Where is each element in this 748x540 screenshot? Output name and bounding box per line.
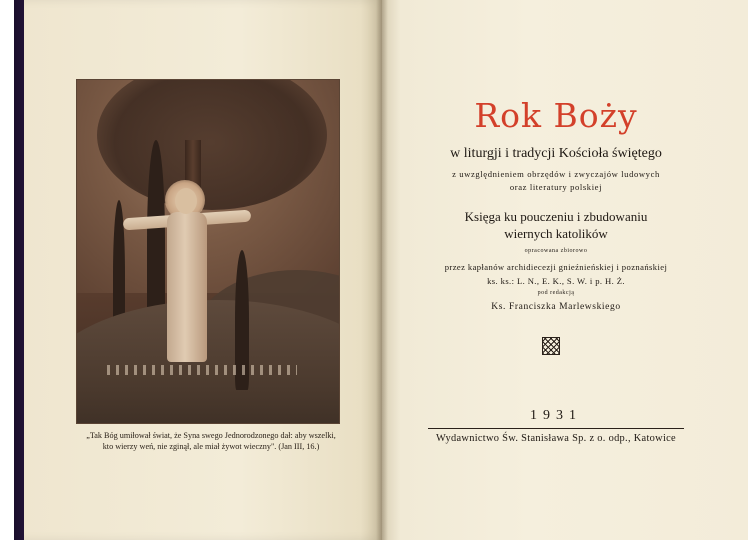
description-line-ksiega: Księga ku pouczeniu i zbudowaniu [464,209,648,224]
caption-line: kto wierzy weń, nie zginął, ale miał żywot wieczny". (Jan III, 16.) [102,442,320,451]
subtitle-line-literatury: oraz literatury polskiej [509,182,603,192]
illustration-figure-robe [167,212,207,362]
illustration-figure-head [175,188,197,214]
illustration-flowers [107,365,297,375]
book-title: Rok Boży [474,96,638,135]
publication-year: 1931 [530,408,582,423]
credit-line-kaplanow: przez kapłanów archidiecezji gnieźnieńskiej i poznańskiej [444,262,668,272]
publisher-line: Wydawnictwo Św. Stanisława Sp. z o. odp., Katowice [436,433,676,444]
illustration-hill [77,300,339,423]
credit-line-opracowana: opracowana zbiorowo [524,248,588,254]
frontispiece-caption [82,430,340,452]
credit-line-authors: ks. ks.: L. N., E. K., S. W. i p. H. Ż. [487,276,625,286]
ornament-icon [542,337,560,355]
subtitle-line-obrzedow: z uwzględnieniem obrzędów i zwyczajów ludowych [452,169,660,179]
editor-name: Ks. Franciszka Marlewskiego [491,302,621,312]
frontispiece-illustration [77,80,339,423]
book-subtitle: w liturgji i tradycji Kościoła świętego [450,146,662,161]
caption-line: „Tak Bóg umiłował świat, że Syna swego Jednorodzonego dał: aby wszelki, [86,431,336,440]
gutter-shadow [376,0,388,540]
credit-line-redakcja: pod redakcją [537,290,575,296]
divider [428,428,684,429]
description-line-wiernych: wiernych katolików [504,226,608,241]
